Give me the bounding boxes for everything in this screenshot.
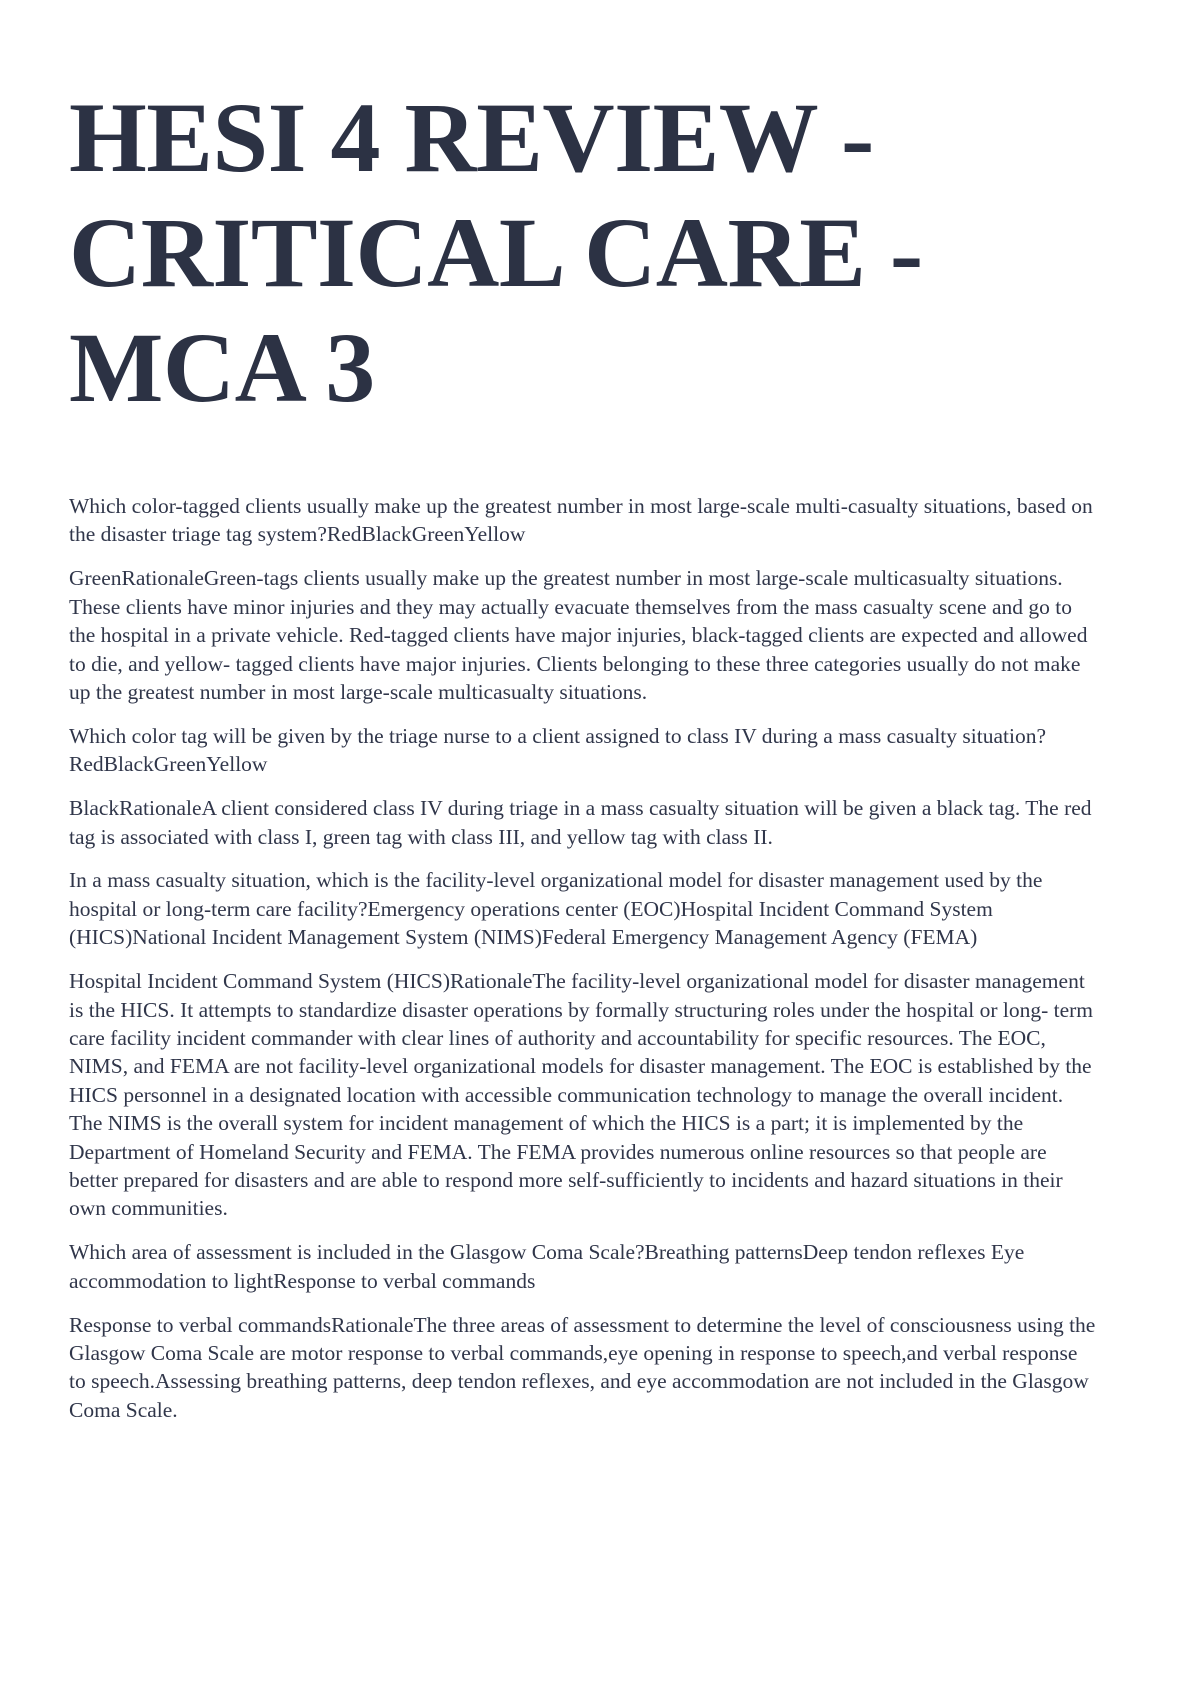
document-title: HESI 4 REVIEW - CRITICAL CARE - MCA 3 [69, 82, 923, 423]
answer-paragraph: Response to verbal commandsRationaleThe three areas of assessment to determine the level of consciousness using the Glasgow Coma Scale are motor response to verbal commands,eye opening in response to speech,and verbal response to speech.Assessing breathing patterns, deep tendon reflexes, and eye accommodation are not included in the Glasgow Coma Scale. [69, 1312, 1096, 1422]
question-paragraph: Which color-tagged clients usually make up the greatest number in most large-scale multi-casualty situations, based on the disaster triage tag system?RedBlackGreenYellow [69, 494, 1093, 547]
answer-paragraph: Hospital Incident Command System (HICS)RationaleThe facility-level organizational model for disaster management is the HICS. It attempts to standardize disaster operations by formally structuring roles under the hospital or long- term care facility incident commander with clear lines of authority and accountability for specific resources. The EOC, NIMS, and FEMA are not facility-level organizational models for disaster management. The EOC is established by the HICS personnel in a designated location with accessible communication technology to manage the overall incident. The NIMS is the overall system for incident management of which the HICS is a part; it is implemented by the Department of Homeland Security and FEMA. The FEMA provides numerous online resources so that people are better prepared for disasters and are able to respond more self-sufficiently to incidents and hazard situations in their own communities. [69, 969, 1094, 1221]
question-paragraph: Which area of assessment is included in the Glasgow Coma Scale?Breathing patternsDeep tendon reflexes Eye accommodation to lightResponse to verbal commands [69, 1240, 1025, 1293]
document-body [69, 492, 1099, 1424]
question-paragraph: Which color tag will be given by the triage nurse to a client assigned to class IV during a mass casualty situation?RedBlackGreenYellow [69, 723, 1047, 777]
question-paragraph: In a mass casualty situation, which is the facility-level organizational model for disaster management used by the hospital or long-term care facility?Emergency operations center (EOC)Hospital Incident Command System (HICS)National Incident Management System (NIMS)Federal Emergency Management Agency (FEMA) [69, 868, 1043, 950]
answer-paragraph: BlackRationaleA client considered class IV during triage in a mass casualty situation will be given a black tag. The red tag is associated with class I, green tag with class III, and yellow tag with class II. [69, 796, 1092, 849]
answer-paragraph: GreenRationaleGreen-tags clients usually make up the greatest number in most large-scale multicasualty situations. These clients have minor injuries and they may actually evacuate themselves from the mass casualty scene and go to the hospital in a private vehicle. Red-tagged clients have major injuries, black-tagged clients are expected and allowed to die, and yellow- tagged clients have major injuries. Clients belonging to these three categories usually do not make up the greatest number in most large-scale multicasualty situations. [69, 566, 1088, 704]
